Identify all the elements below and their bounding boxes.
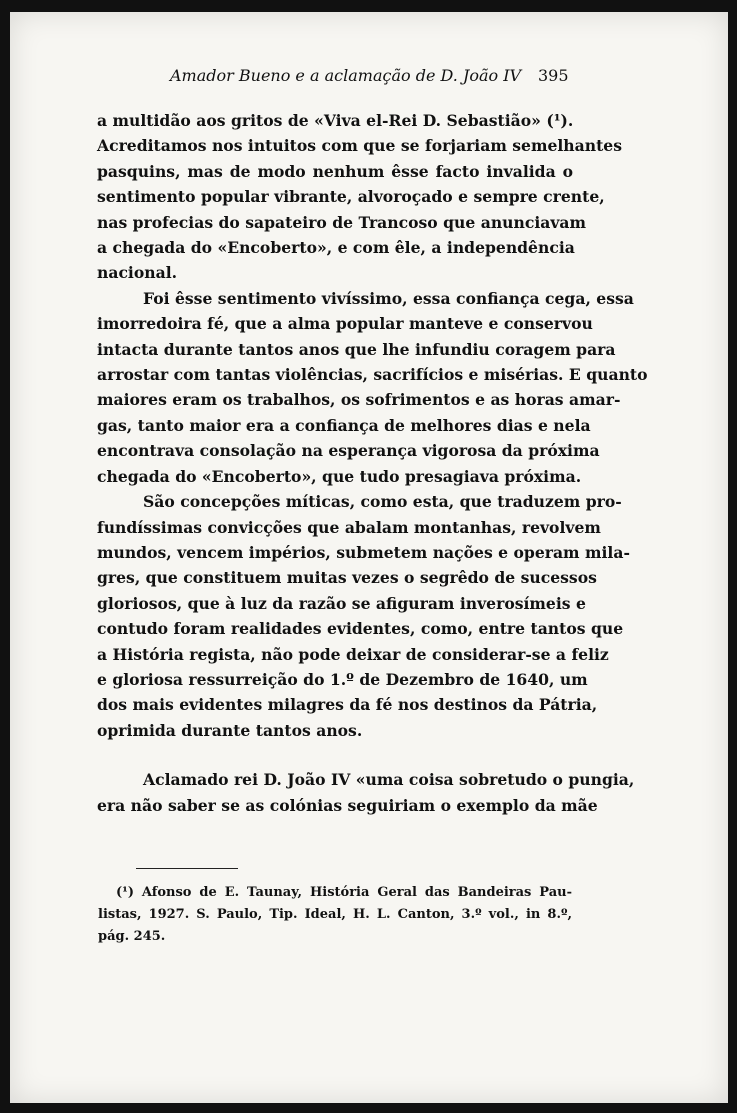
footnote-line: listas, 1927. S. Paulo, Tip. Ideal, H. L. Canton, 3.º vol., in 8.º,	[98, 907, 572, 922]
text-line: a multidão aos gritos de «Viva el-Rei D. Sebastião» (¹).	[97, 111, 574, 130]
text-line: chegada do «Encoberto», que tudo presagiava próxima.	[97, 466, 582, 486]
text-line: Acreditamos nos intuitos com que se forjariam semelhantes	[97, 136, 622, 156]
running-head	[10, 66, 728, 92]
text-line: maiores eram os trabalhos, os sofrimentos e as horas amar-	[97, 390, 621, 410]
paragraph-1	[97, 108, 622, 286]
text-line: e gloriosa ressurreição do 1.º de Dezembro de 1640, um	[97, 669, 588, 689]
text-line: fundíssimas convicções que abalam montanhas, revolvem	[97, 517, 601, 537]
text-line: era não saber se as colónias seguiriam o exemplo da mãe	[97, 795, 598, 815]
text-line: Foi êsse sentimento vivíssimo, essa confiança cega, essa	[143, 288, 634, 308]
text-line: a História regista, não pode deixar de considerar-se a feliz	[97, 644, 609, 664]
footnote-line: (¹) Afonso de E. Taunay, História Geral das Bandeiras Pau-	[116, 885, 572, 900]
footnote-divider	[136, 868, 238, 869]
text-line: oprimida durante tantos anos.	[97, 720, 363, 740]
paragraph-4	[97, 767, 635, 818]
text-line: gloriosos, que à luz da razão se afiguram inverosímeis e	[97, 593, 586, 613]
text-line: Aclamado rei D. João IV «uma coisa sobretudo o pungia,	[143, 770, 635, 790]
text-line: sentimento popular vibrante, alvoroçado e sempre crente,	[97, 187, 605, 207]
text-line: pasquins, mas de modo nenhum êsse facto invalida o	[97, 161, 573, 181]
text-line: arrostar com tantas violências, sacrifícios e misérias. E quanto	[97, 365, 648, 385]
text-line: imorredoira fé, que a alma popular manteve e conservou	[97, 314, 593, 334]
body-text	[97, 108, 648, 818]
text-line: nacional.	[97, 263, 178, 283]
running-title: Amador Bueno e a aclamação de D. João IV	[170, 66, 522, 85]
paragraph-2	[97, 286, 648, 489]
text-line: contudo foram realidades evidentes, como, entre tantos que	[97, 619, 624, 639]
text-line: dos mais evidentes milagres da fé nos destinos da Pátria,	[97, 695, 598, 715]
book-page	[10, 12, 728, 1103]
text-line: encontrava consolação na esperança vigorosa da próxima	[97, 441, 600, 461]
text-line: São concepções míticas, como esta, que traduzem pro-	[143, 492, 622, 512]
text-line: mundos, vencem impérios, submetem nações e operam mila-	[97, 542, 630, 562]
text-line: intacta durante tantos anos que lhe infundiu coragem para	[97, 339, 616, 359]
footnote	[98, 882, 572, 948]
text-line: gas, tanto maior era a confiança de melhores dias e nela	[97, 415, 591, 435]
footnote-line: pág. 245.	[98, 929, 166, 944]
text-line: nas profecias do sapateiro de Trancoso que anunciavam	[97, 212, 587, 232]
text-line: a chegada do «Encoberto», e com êle, a independência	[97, 238, 575, 258]
paragraph-3	[97, 489, 630, 743]
page-number: 395	[538, 66, 569, 85]
text-line: gres, que constituem muitas vezes o segrêdo de sucessos	[97, 568, 597, 588]
